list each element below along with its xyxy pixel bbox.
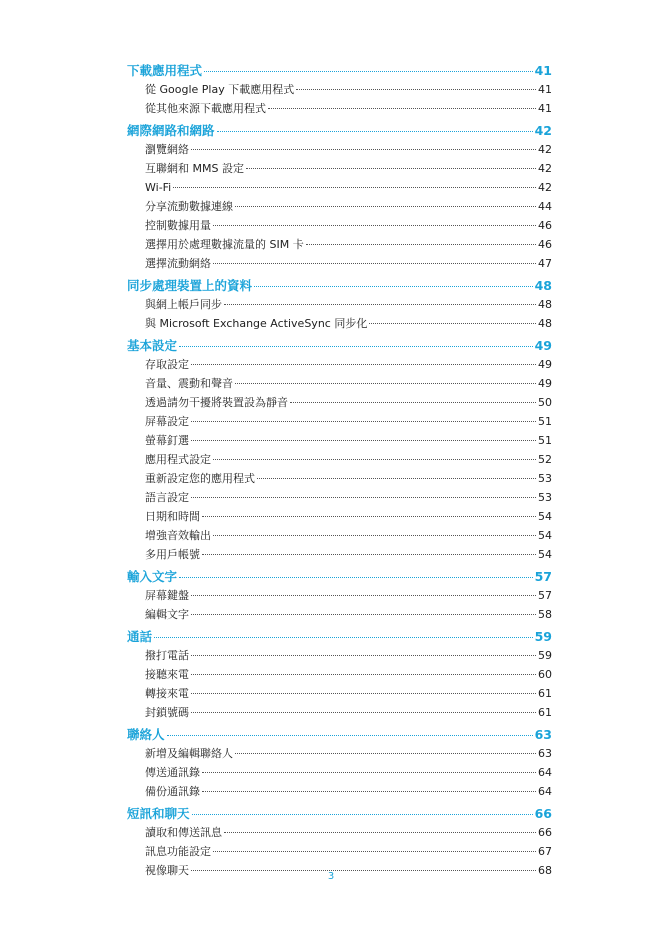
toc-entry-title: 傳送通訊錄 [145, 766, 200, 779]
toc-entry[interactable] [127, 782, 552, 801]
dot-leader [235, 383, 536, 384]
toc-entry[interactable] [127, 586, 552, 605]
toc-entry-title: 從 Google Play 下載應用程式 [145, 83, 295, 96]
dot-leader [167, 735, 533, 736]
toc-entry[interactable] [127, 197, 552, 216]
dot-leader [213, 263, 536, 264]
dot-leader [191, 595, 536, 596]
toc-entry[interactable] [127, 507, 552, 526]
toc-section-title: 輸入文字 [127, 569, 178, 584]
toc-entry-page: 60 [538, 668, 552, 681]
dot-leader [202, 791, 536, 792]
toc-entry-page: 54 [538, 510, 552, 523]
toc-entry-page: 67 [538, 845, 552, 858]
toc-entry[interactable] [127, 140, 552, 159]
toc-entry[interactable] [127, 374, 552, 393]
dot-leader [202, 772, 536, 773]
dot-leader [235, 206, 536, 207]
toc-section-title: 網際網路和網路 [127, 123, 215, 138]
toc-entry[interactable] [127, 295, 552, 314]
toc-entry-page: 52 [538, 453, 552, 466]
toc-section-title: 聯絡人 [127, 727, 165, 742]
toc-section-heading[interactable] [127, 725, 552, 744]
dot-leader [154, 637, 533, 638]
toc-entry-title: 視像聊天 [145, 864, 189, 877]
dot-leader [296, 89, 536, 90]
dot-leader [202, 554, 536, 555]
toc-entry-page: 68 [538, 864, 552, 877]
toc-entry-page: 54 [538, 548, 552, 561]
toc-entry-page: 47 [538, 257, 552, 270]
toc-entry-title: 從其他來源下載應用程式 [145, 102, 266, 115]
toc-entry[interactable] [127, 823, 552, 842]
toc-entry[interactable] [127, 178, 552, 197]
dot-leader [191, 497, 536, 498]
toc-entry-page: 53 [538, 491, 552, 504]
toc-section-heading[interactable] [127, 567, 552, 586]
toc-entry-title: 讀取和傳送訊息 [145, 826, 222, 839]
dot-leader [268, 108, 536, 109]
toc-entry-page: 51 [538, 434, 552, 447]
dot-leader [173, 187, 536, 188]
toc-entry-title: 重新設定您的應用程式 [145, 472, 255, 485]
toc-entry-page: 42 [538, 143, 552, 156]
toc-entry-title: 屏幕鍵盤 [145, 589, 189, 602]
toc-entry[interactable] [127, 665, 552, 684]
toc-entry[interactable] [127, 763, 552, 782]
dot-leader [306, 244, 536, 245]
toc-entry-title: 日期和時間 [145, 510, 200, 523]
toc-section-page: 49 [534, 338, 552, 353]
page-number: 3 [327, 871, 335, 882]
table-of-contents [127, 61, 552, 880]
toc-entry[interactable] [127, 605, 552, 624]
dot-leader [224, 304, 536, 305]
toc-entry-page: 46 [538, 238, 552, 251]
toc-section-title: 同步處理裝置上的資料 [127, 278, 253, 293]
toc-section-title: 下載應用程式 [127, 63, 203, 78]
dot-leader [191, 364, 536, 365]
toc-entry-page: 48 [538, 298, 552, 311]
dot-leader [213, 851, 536, 852]
dot-leader [217, 131, 533, 132]
toc-section-page: 57 [534, 569, 552, 584]
toc-entry[interactable] [127, 431, 552, 450]
toc-section-title: 通話 [127, 629, 153, 644]
toc-section-heading[interactable] [127, 276, 552, 295]
toc-entry-page: 58 [538, 608, 552, 621]
toc-section-title: 短訊和聊天 [127, 806, 190, 821]
toc-entry[interactable] [127, 159, 552, 178]
dot-leader [191, 655, 536, 656]
dot-leader [213, 535, 536, 536]
toc-entry[interactable] [127, 744, 552, 763]
toc-entry-title: 分享流動數據連線 [145, 200, 233, 213]
dot-leader [191, 614, 536, 615]
toc-entry[interactable] [127, 526, 552, 545]
toc-entry[interactable] [127, 469, 552, 488]
toc-section-page: 41 [534, 63, 552, 78]
toc-entry-title: 選擇流動網絡 [145, 257, 211, 270]
toc-entry-title: 控制數據用量 [145, 219, 211, 232]
dot-leader [191, 693, 536, 694]
dot-leader [202, 516, 536, 517]
toc-entry-title: 備份通訊錄 [145, 785, 200, 798]
toc-entry-page: 42 [538, 181, 552, 194]
toc-entry-page: 50 [538, 396, 552, 409]
toc-entry-title: Wi-Fi [145, 181, 172, 194]
dot-leader [191, 440, 536, 441]
dot-leader [191, 712, 536, 713]
dot-leader [369, 323, 536, 324]
toc-entry-page: 57 [538, 589, 552, 602]
toc-entry-title: 存取設定 [145, 358, 189, 371]
dot-leader [191, 149, 536, 150]
toc-section-heading[interactable] [127, 336, 552, 355]
dot-leader [191, 674, 536, 675]
toc-entry-title: 新增及編輯聯絡人 [145, 747, 233, 760]
dot-leader [246, 168, 536, 169]
toc-entry-title: 透過請勿干擾將裝置設為靜音 [145, 396, 288, 409]
toc-entry-page: 41 [538, 102, 552, 115]
dot-leader [213, 225, 536, 226]
toc-entry-title: 語言設定 [145, 491, 189, 504]
toc-entry[interactable] [127, 842, 552, 861]
dot-leader [204, 71, 533, 72]
toc-entry[interactable] [127, 412, 552, 431]
toc-entry-page: 64 [538, 785, 552, 798]
toc-entry[interactable] [127, 99, 552, 118]
toc-entry[interactable] [127, 254, 552, 273]
toc-entry[interactable] [127, 314, 552, 333]
toc-entry-title: 撥打電話 [145, 649, 189, 662]
toc-entry-page: 63 [538, 747, 552, 760]
toc-entry-page: 54 [538, 529, 552, 542]
toc-entry-page: 42 [538, 162, 552, 175]
toc-entry-page: 64 [538, 766, 552, 779]
toc-section-heading[interactable] [127, 121, 552, 140]
toc-entry-title: 封鎖號碼 [145, 706, 189, 719]
toc-section-heading[interactable] [127, 804, 552, 823]
toc-section-heading[interactable] [127, 61, 552, 80]
toc-entry[interactable] [127, 684, 552, 703]
toc-entry-title: 接聽來電 [145, 668, 189, 681]
toc-entry[interactable] [127, 355, 552, 374]
dot-leader [191, 421, 536, 422]
toc-entry-title: 多用戶帳號 [145, 548, 200, 561]
toc-entry[interactable] [127, 235, 552, 254]
dot-leader [235, 753, 536, 754]
toc-entry[interactable] [127, 646, 552, 665]
toc-entry[interactable] [127, 216, 552, 235]
toc-entry-page: 44 [538, 200, 552, 213]
toc-entry-title: 編輯文字 [145, 608, 189, 621]
toc-entry-page: 61 [538, 706, 552, 719]
toc-entry-title: 應用程式設定 [145, 453, 211, 466]
toc-entry[interactable] [127, 488, 552, 507]
toc-entry-page: 53 [538, 472, 552, 485]
toc-entry-page: 46 [538, 219, 552, 232]
toc-entry[interactable] [127, 703, 552, 722]
dot-leader [224, 832, 536, 833]
dot-leader [179, 577, 533, 578]
toc-section-title: 基本設定 [127, 338, 178, 353]
dot-leader [192, 814, 533, 815]
toc-entry-title: 與 Microsoft Exchange ActiveSync 同步化 [145, 317, 368, 330]
toc-entry[interactable] [127, 450, 552, 469]
dot-leader [290, 402, 536, 403]
toc-entry-title: 屏幕設定 [145, 415, 189, 428]
toc-entry-title: 轉接來電 [145, 687, 189, 700]
toc-entry-page: 61 [538, 687, 552, 700]
toc-section-heading[interactable] [127, 627, 552, 646]
toc-section-page: 66 [534, 806, 552, 821]
toc-entry-title: 選擇用於處理數據流量的 SIM 卡 [145, 238, 304, 251]
toc-entry[interactable] [127, 393, 552, 412]
toc-entry-title: 音量、震動和聲音 [145, 377, 233, 390]
toc-entry[interactable] [127, 545, 552, 564]
dot-leader [254, 286, 533, 287]
toc-entry-title: 瀏覽網絡 [145, 143, 189, 156]
toc-entry-title: 與網上帳戶同步 [145, 298, 222, 311]
toc-entry-page: 41 [538, 83, 552, 96]
toc-entry-page: 49 [538, 358, 552, 371]
toc-section-page: 63 [534, 727, 552, 742]
toc-section-page: 48 [534, 278, 552, 293]
toc-entry-title: 增強音效輸出 [145, 529, 211, 542]
toc-entry-page: 48 [538, 317, 552, 330]
dot-leader [213, 459, 536, 460]
toc-entry[interactable] [127, 80, 552, 99]
toc-entry-page: 49 [538, 377, 552, 390]
toc-section-page: 42 [534, 123, 552, 138]
toc-entry-title: 互聯網和 MMS 設定 [145, 162, 244, 175]
toc-entry-title: 訊息功能設定 [145, 845, 211, 858]
dot-leader [179, 346, 533, 347]
toc-section-page: 59 [534, 629, 552, 644]
toc-entry-page: 51 [538, 415, 552, 428]
toc-entry-page: 59 [538, 649, 552, 662]
toc-entry-title: 螢幕釘選 [145, 434, 189, 447]
dot-leader [257, 478, 536, 479]
toc-entry-page: 66 [538, 826, 552, 839]
